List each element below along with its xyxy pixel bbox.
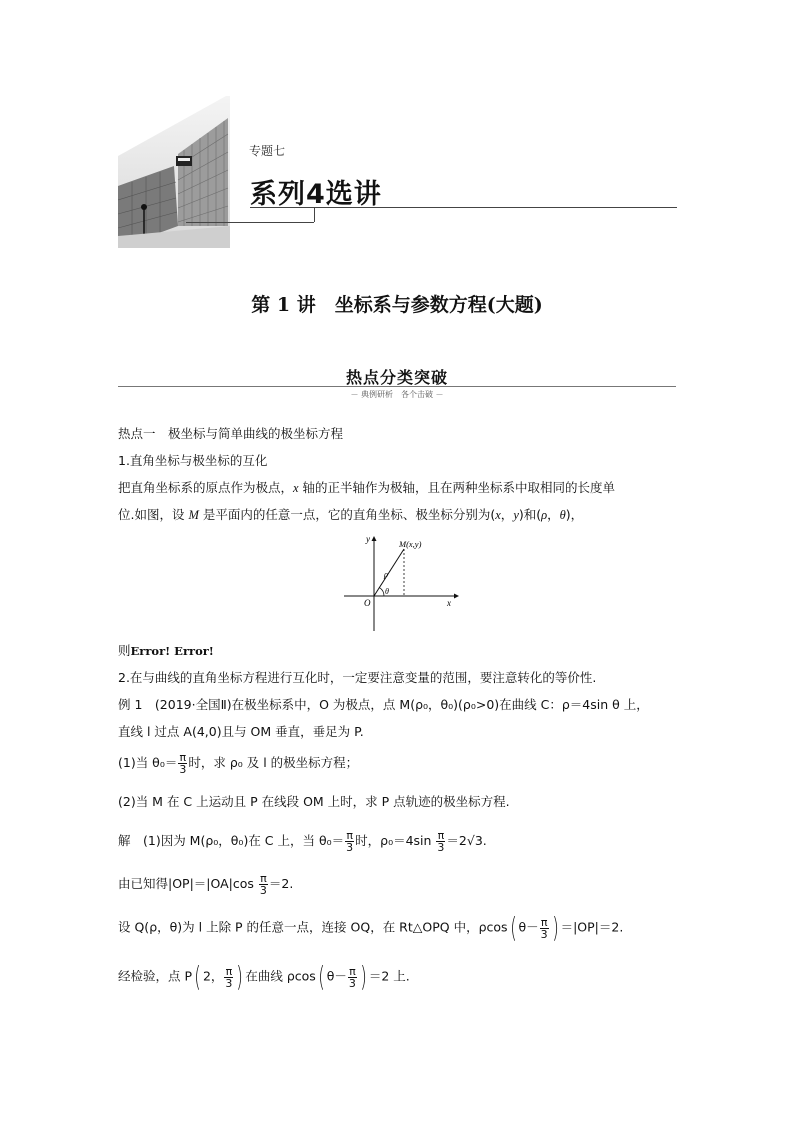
var-rho: ρ — [541, 508, 548, 522]
fraction-numerator: π — [225, 964, 233, 978]
question-1 — [118, 752, 358, 775]
fraction-denominator: 3 — [259, 884, 267, 897]
fraction-pi-3 — [436, 830, 445, 853]
fraction-denominator: 3 — [179, 763, 187, 776]
right-paren: ) — [551, 911, 559, 944]
fraction-denominator: 3 — [437, 841, 445, 854]
text-span: ＝2√3. — [446, 833, 487, 848]
fraction-pi-3 — [345, 830, 354, 853]
x-axis-arrow — [454, 594, 459, 599]
var-x: x — [495, 508, 501, 522]
text-span: 轴的正半轴作为极轴，且在两种坐标系中取相同的长度单 — [298, 480, 616, 495]
text-span: 设 Q(ρ，θ)为 l 上除 P 的任意一点，连接 OQ，在 Rt△OPQ 中，ρcos — [118, 919, 508, 935]
text-span: 位.如图，设 — [118, 507, 189, 522]
text-span: )， — [565, 507, 584, 522]
item-heading-2: 2.在与曲线的直角坐标方程进行互化时，一定要注意变量的范围，要注意转化的等价性. — [118, 670, 597, 685]
fraction-pi-3 — [348, 966, 357, 989]
fraction-denominator: 3 — [540, 927, 548, 941]
y-axis-arrow — [372, 536, 377, 541]
text-span: 由已知得|OP|＝|OA|cos — [118, 876, 258, 891]
fraction-denominator: 3 — [225, 976, 233, 990]
fraction-pi-3 — [224, 966, 233, 989]
var-theta: θ — [559, 508, 566, 522]
fraction-pi-3 — [259, 873, 268, 896]
var-M: M — [188, 508, 199, 522]
solution-line-1 — [118, 830, 487, 853]
text-span: 时，求 ρ₀ 及 l 的极坐标方程； — [188, 755, 359, 770]
section-subtitle: － 典例研析 各个击破 － — [350, 390, 444, 399]
fraction-pi-3 — [540, 917, 549, 940]
error-line — [118, 642, 214, 660]
paragraph-line — [118, 506, 583, 524]
rho-label: ρ — [384, 569, 389, 579]
text-span: (1)当 θ₀＝ — [118, 755, 178, 770]
title-rule-under — [186, 222, 314, 223]
text-span: ， — [547, 507, 560, 522]
left-paren: ( — [194, 960, 201, 993]
left-paren: ( — [317, 960, 325, 993]
fraction-numerator: π — [540, 915, 548, 929]
text-span: ＝|OP|＝2. — [560, 919, 624, 935]
lecture-title: 第 1 讲 坐标系与参数方程(大题) — [251, 294, 543, 316]
text-span: ＝2. — [268, 876, 294, 891]
error-text: Error! Error! — [130, 644, 214, 658]
var-x: x — [293, 481, 299, 495]
var-y: y — [513, 508, 519, 522]
example-line-1: 例 1 (2019·全国Ⅱ)在极坐标系中，O 为极点，点 M(ρ₀，θ₀)(ρ₀>0)在曲线 C：ρ＝4sin θ 上， — [118, 697, 649, 712]
y-label: y — [366, 534, 370, 544]
right-paren: ) — [360, 960, 367, 993]
hotspot-heading: 热点一 极坐标与简单曲线的极坐标方程 — [118, 426, 344, 441]
fraction-numerator: π — [260, 872, 267, 885]
text-span: ， — [500, 507, 514, 522]
fraction-numerator: π — [346, 829, 353, 842]
text-span: 时，ρ₀＝4sin — [355, 833, 436, 848]
text-span: 在曲线 ρcos — [245, 968, 316, 984]
check-line — [118, 960, 410, 993]
x-label: x — [447, 598, 451, 608]
text-span: 解 (1)因为 M(ρ₀，θ₀)在 C 上，当 θ₀＝ — [118, 833, 345, 848]
fraction-numerator: π — [437, 829, 445, 842]
text-span: θ－ — [326, 968, 347, 984]
fraction-numerator: π — [349, 964, 356, 978]
chapter-title: 系列4选讲 — [250, 179, 382, 210]
example-line-2: 直线 l 过点 A(4,0)且与 OM 垂直，垂足为 P. — [118, 724, 364, 739]
angle-arc — [379, 588, 384, 596]
text-span: 则 — [118, 643, 131, 658]
known-line — [118, 873, 293, 896]
title-rule-vert — [314, 207, 315, 222]
section-rule — [118, 386, 676, 387]
chapter-label: 专题七 — [249, 144, 286, 158]
text-span: 是平面内的任意一点，它的直角坐标、极坐标分别为( — [198, 507, 496, 522]
fraction-denominator: 3 — [346, 841, 354, 854]
section-title: 热点分类突破 — [345, 368, 448, 387]
origin-label: O — [364, 598, 371, 608]
text-span: ＝2 上. — [368, 968, 410, 984]
theta-label: θ — [385, 587, 389, 596]
text-span: 把直角坐标系的原点作为极点， — [118, 480, 294, 495]
point-label: M(x,y) — [399, 539, 422, 549]
item-heading-1: 1.直角坐标与极坐标的互化 — [118, 453, 268, 468]
coordinate-figure — [340, 533, 460, 633]
ray-om — [374, 549, 404, 596]
text-span: 经检验，点 P — [118, 968, 193, 984]
fraction-numerator: π — [179, 751, 187, 764]
text-span: )和( — [518, 507, 542, 522]
right-paren: ) — [236, 960, 244, 993]
fraction-denominator: 3 — [348, 976, 356, 990]
question-2: (2)当 M 在 C 上运动且 P 在线段 OM 上时，求 P 点轨迹的极坐标方程. — [118, 794, 510, 809]
paragraph-line — [118, 479, 615, 497]
banner-photo — [118, 96, 230, 248]
let-line — [118, 911, 624, 944]
text-span: θ－ — [518, 919, 539, 935]
left-paren: ( — [509, 911, 517, 944]
fraction-pi-3 — [178, 752, 187, 775]
text-span: 2， — [202, 968, 224, 984]
